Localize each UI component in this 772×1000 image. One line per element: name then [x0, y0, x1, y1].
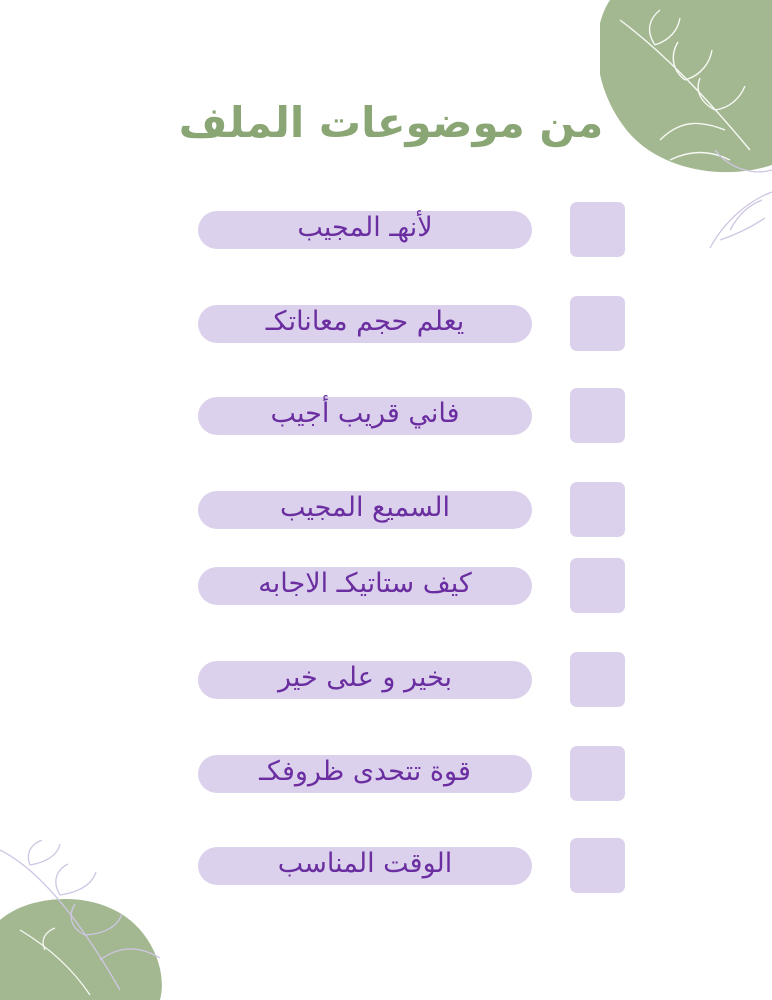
checklist-item: [0, 200, 772, 260]
checkbox[interactable]: [570, 388, 625, 443]
checkbox[interactable]: [570, 296, 625, 351]
checklist-item-label: لأنهـ المجيب: [297, 212, 433, 243]
checkbox[interactable]: [570, 652, 625, 707]
checklist-item: [0, 836, 772, 896]
page-title: من موضوعات الملف: [178, 98, 604, 147]
checklist-item-label: قوة تتحدى ظروفكـ: [259, 756, 471, 787]
checklist-item-label: كيف ستاتيكـ الاجابه: [258, 568, 472, 599]
checklist-item-label: الوقت المناسب: [277, 848, 453, 879]
checklist-item-label: يعلم حجم معاناتكـ: [265, 306, 465, 337]
checklist-item: [0, 386, 772, 446]
checkbox[interactable]: [570, 558, 625, 613]
checklist-item-label: بخير و على خير: [277, 662, 453, 693]
checkbox[interactable]: [570, 482, 625, 537]
checkbox[interactable]: [570, 746, 625, 801]
checklist-item-label: السميع المجيب: [280, 492, 450, 523]
checklist-item: [0, 294, 772, 354]
checklist-item: [0, 480, 772, 540]
checklist-item-label: فاني قريب أجيب: [270, 398, 460, 429]
checklist-item: [0, 650, 772, 710]
checkbox[interactable]: [570, 838, 625, 893]
checklist-item: [0, 556, 772, 616]
checkbox[interactable]: [570, 202, 625, 257]
checklist-item: [0, 744, 772, 804]
